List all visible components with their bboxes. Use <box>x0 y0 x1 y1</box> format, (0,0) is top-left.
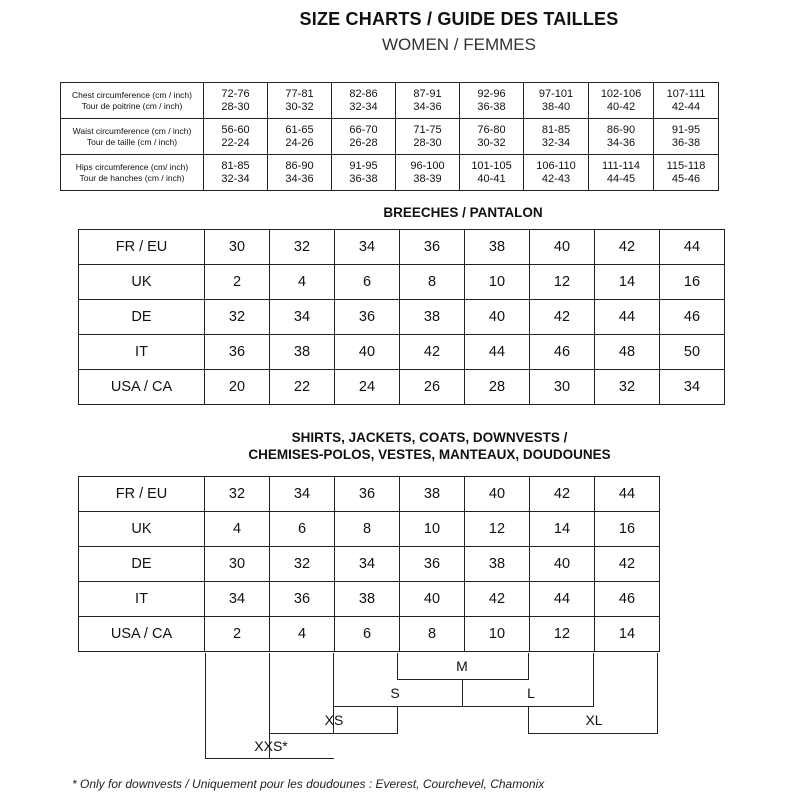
measurement-label-en: Waist circumference (cm / inch) <box>72 125 192 136</box>
size-cell: 50 <box>660 335 725 370</box>
measurement-cell <box>396 155 460 191</box>
measurement-label-fr: Tour de taille (cm / inch) <box>86 136 178 147</box>
measurement-inch: 36-38 <box>671 136 701 149</box>
size-cell: 38 <box>465 547 530 582</box>
measurement-inch: 32-34 <box>349 100 378 113</box>
size-cell: 32 <box>205 300 270 335</box>
breeches-row <box>79 335 725 370</box>
measurement-cell <box>268 119 332 155</box>
measurement-inch: 32-34 <box>221 172 250 185</box>
measurement-cm: 115-118 <box>666 159 706 172</box>
size-cell: 10 <box>465 617 530 652</box>
measurement-row <box>61 155 719 191</box>
size-cell: 14 <box>595 265 660 300</box>
size-cell: 16 <box>595 512 660 547</box>
bracket-line <box>269 653 270 733</box>
measurement-label-fr: Tour de hanches (cm / inch) <box>79 172 185 183</box>
size-cell: 32 <box>270 547 335 582</box>
measurement-inch: 40-42 <box>606 100 636 113</box>
measurement-cell <box>268 83 332 119</box>
size-cell: 44 <box>595 477 660 512</box>
measurement-cell <box>332 119 396 155</box>
shirts-row <box>79 547 660 582</box>
measurement-cell <box>524 119 589 155</box>
measurement-cm: 96-100 <box>410 159 445 172</box>
measurement-inch: 30-32 <box>477 136 506 149</box>
size-label-xxs: XXS* <box>254 738 288 754</box>
size-system-label: USA / CA <box>79 370 205 405</box>
shirts-row <box>79 477 660 512</box>
measurement-cm: 71-75 <box>413 123 442 136</box>
measurement-cm: 66-70 <box>349 123 378 136</box>
measurement-inch: 28-30 <box>221 100 250 113</box>
size-cell: 46 <box>660 300 725 335</box>
size-cell: 14 <box>530 512 595 547</box>
size-cell: 42 <box>530 477 595 512</box>
size-cell: 42 <box>465 582 530 617</box>
measurement-inch: 22-24 <box>221 136 250 149</box>
shirts-title-line1: SHIRTS, JACKETS, COATS, DOWNVESTS / <box>291 430 568 445</box>
measurement-cm: 87-91 <box>413 87 442 100</box>
size-cell: 40 <box>335 335 400 370</box>
size-cell: 6 <box>335 265 400 300</box>
size-cell: 10 <box>400 512 465 547</box>
size-cell: 42 <box>400 335 465 370</box>
size-cell: 46 <box>530 335 595 370</box>
measurement-inch: 40-41 <box>477 172 506 185</box>
size-cell: 34 <box>660 370 725 405</box>
measurement-cm: 86-90 <box>606 123 636 136</box>
size-cell: 12 <box>465 512 530 547</box>
page-subtitle: WOMEN / FEMMES <box>382 35 536 54</box>
size-cell: 38 <box>400 477 465 512</box>
size-system-label: UK <box>79 512 205 547</box>
bracket-line <box>528 706 529 733</box>
size-system-label: IT <box>79 582 205 617</box>
size-label-s: S <box>390 685 400 701</box>
size-cell: 44 <box>530 582 595 617</box>
size-cell: 40 <box>465 300 530 335</box>
measurement-cm: 72-76 <box>221 87 250 100</box>
measurement-cell <box>204 155 268 191</box>
size-cell: 34 <box>205 582 270 617</box>
size-cell: 42 <box>530 300 595 335</box>
size-cell: 32 <box>595 370 660 405</box>
size-cell: 38 <box>270 335 335 370</box>
size-cell: 8 <box>400 617 465 652</box>
size-cell: 20 <box>205 370 270 405</box>
measurement-cell <box>524 83 589 119</box>
measurement-cm: 101-105 <box>471 159 512 172</box>
measurement-inch: 44-45 <box>606 172 636 185</box>
measurement-label-en: Hips circumference (cm/ inch) <box>75 161 189 172</box>
size-cell: 34 <box>270 300 335 335</box>
measurement-label <box>61 119 204 155</box>
measurement-cm: 61-65 <box>285 123 314 136</box>
measurement-inch: 26-28 <box>349 136 378 149</box>
bracket-line <box>528 653 529 679</box>
measurement-cell <box>654 119 719 155</box>
measurement-row <box>61 83 719 119</box>
breeches-title: BREECHES / PANTALON <box>383 205 543 220</box>
measurement-cell <box>654 155 719 191</box>
measurement-cm: 97-101 <box>538 87 574 100</box>
size-system-label: DE <box>79 547 205 582</box>
bracket-line <box>593 653 594 706</box>
size-cell: 30 <box>530 370 595 405</box>
size-system-label: IT <box>79 335 205 370</box>
size-system-label: UK <box>79 265 205 300</box>
measurement-label <box>61 155 204 191</box>
bracket-line <box>205 653 206 758</box>
measurement-inch: 28-30 <box>413 136 442 149</box>
measurement-label <box>61 83 204 119</box>
bracket-line <box>269 733 398 734</box>
footnote: * Only for downvests / Uniquement pour les doudounes : Everest, Courchevel, Chamonix <box>72 777 545 791</box>
measurement-cm: 56-60 <box>221 123 250 136</box>
measurement-cm: 81-85 <box>541 123 571 136</box>
measurement-cell <box>654 83 719 119</box>
measurement-cell <box>589 155 654 191</box>
measurement-cm: 102-106 <box>600 87 642 100</box>
measurement-cm: 76-80 <box>477 123 506 136</box>
measurement-inch: 32-34 <box>541 136 571 149</box>
shirts-table <box>78 476 660 652</box>
shirts-row <box>79 582 660 617</box>
measurement-inch: 36-38 <box>349 172 378 185</box>
bracket-line <box>333 706 594 707</box>
breeches-row <box>79 300 725 335</box>
size-cell: 44 <box>465 335 530 370</box>
measurement-cell <box>460 155 524 191</box>
measurement-cell <box>332 83 396 119</box>
measurement-cell <box>396 119 460 155</box>
bracket-line <box>397 706 398 733</box>
measurement-cm: 77-81 <box>285 87 314 100</box>
size-label-xs: XS <box>324 712 344 728</box>
size-cell: 38 <box>465 230 530 265</box>
size-cell: 30 <box>205 547 270 582</box>
size-cell: 38 <box>400 300 465 335</box>
bracket-line <box>333 653 334 706</box>
shirts-row <box>79 512 660 547</box>
size-cell: 42 <box>595 230 660 265</box>
measurement-cm: 107-111 <box>666 87 706 100</box>
bracket-line <box>397 679 529 680</box>
size-system-label: DE <box>79 300 205 335</box>
size-label-m: M <box>456 658 468 674</box>
measurements-table <box>60 82 719 191</box>
measurement-cell <box>589 83 654 119</box>
size-cell: 46 <box>595 582 660 617</box>
measurement-cell <box>589 119 654 155</box>
size-cell: 10 <box>465 265 530 300</box>
measurement-inch: 38-39 <box>413 172 442 185</box>
size-cell: 4 <box>205 512 270 547</box>
measurement-inch: 34-36 <box>285 172 314 185</box>
size-cell: 40 <box>400 582 465 617</box>
size-cell: 8 <box>335 512 400 547</box>
measurement-cell <box>524 155 589 191</box>
page-title: SIZE CHARTS / GUIDE DES TAILLES <box>299 9 619 29</box>
measurement-inch: 36-38 <box>477 100 506 113</box>
size-cell: 48 <box>595 335 660 370</box>
breeches-row <box>79 370 725 405</box>
bracket-line <box>528 733 658 734</box>
size-label-l: L <box>527 685 535 701</box>
shirts-row <box>79 617 660 652</box>
breeches-row <box>79 230 725 265</box>
measurement-cm: 86-90 <box>285 159 314 172</box>
bracket-line <box>397 653 398 679</box>
size-cell: 38 <box>335 582 400 617</box>
measurement-cell <box>204 119 268 155</box>
size-cell: 14 <box>595 617 660 652</box>
measurement-inch: 42-43 <box>541 172 571 185</box>
measurement-cm: 82-86 <box>349 87 378 100</box>
size-cell: 8 <box>400 265 465 300</box>
size-cell: 12 <box>530 265 595 300</box>
size-system-label: USA / CA <box>79 617 205 652</box>
measurement-inch: 30-32 <box>285 100 314 113</box>
measurement-cm: 91-95 <box>349 159 378 172</box>
size-cell: 30 <box>205 230 270 265</box>
size-cell: 36 <box>205 335 270 370</box>
shirts-title-line2: CHEMISES-POLOS, VESTES, MANTEAUX, DOUDOUNES <box>248 447 611 462</box>
size-cell: 40 <box>465 477 530 512</box>
breeches-row <box>79 265 725 300</box>
size-cell: 2 <box>205 265 270 300</box>
measurement-cm: 92-96 <box>477 87 506 100</box>
size-cell: 26 <box>400 370 465 405</box>
measurement-inch: 38-40 <box>541 100 571 113</box>
size-cell: 28 <box>465 370 530 405</box>
size-cell: 42 <box>595 547 660 582</box>
size-cell: 36 <box>335 300 400 335</box>
bracket-line <box>657 653 658 733</box>
measurement-inch: 42-44 <box>671 100 701 113</box>
size-cell: 36 <box>400 230 465 265</box>
measurement-cm: 111-114 <box>602 159 640 172</box>
size-cell: 40 <box>530 547 595 582</box>
size-cell: 4 <box>270 265 335 300</box>
size-cell: 34 <box>335 547 400 582</box>
measurement-cell <box>460 83 524 119</box>
size-system-label: FR / EU <box>79 230 205 265</box>
measurement-cell <box>460 119 524 155</box>
size-cell: 36 <box>270 582 335 617</box>
measurement-label-en: Chest circumference (cm / inch) <box>72 89 192 100</box>
size-cell: 22 <box>270 370 335 405</box>
measurement-cell <box>268 155 332 191</box>
measurement-cm: 91-95 <box>671 123 701 136</box>
size-cell: 32 <box>270 230 335 265</box>
size-cell: 24 <box>335 370 400 405</box>
size-cell: 40 <box>530 230 595 265</box>
measurement-inch: 45-46 <box>671 172 701 185</box>
measurement-label-fr: Tour de poitrine (cm / inch) <box>81 100 183 111</box>
bracket-line <box>205 758 334 759</box>
size-cell: 6 <box>270 512 335 547</box>
size-cell: 34 <box>270 477 335 512</box>
measurement-row <box>61 119 719 155</box>
size-cell: 44 <box>595 300 660 335</box>
bracket-line <box>462 679 463 706</box>
measurement-cm: 106-110 <box>536 159 576 172</box>
measurement-cell <box>396 83 460 119</box>
size-cell: 4 <box>270 617 335 652</box>
size-cell: 32 <box>205 477 270 512</box>
size-system-label: FR / EU <box>79 477 205 512</box>
size-cell: 36 <box>335 477 400 512</box>
measurement-cm: 81-85 <box>221 159 250 172</box>
size-cell: 6 <box>335 617 400 652</box>
size-cell: 16 <box>660 265 725 300</box>
measurement-cell <box>332 155 396 191</box>
measurement-inch: 34-36 <box>413 100 442 113</box>
size-cell: 36 <box>400 547 465 582</box>
size-cell: 44 <box>660 230 725 265</box>
size-cell: 2 <box>205 617 270 652</box>
measurement-inch: 34-36 <box>606 136 636 149</box>
breeches-table <box>78 229 725 405</box>
size-cell: 34 <box>335 230 400 265</box>
size-cell: 12 <box>530 617 595 652</box>
measurement-inch: 24-26 <box>285 136 314 149</box>
size-label-xl: XL <box>585 712 603 728</box>
measurement-cell <box>204 83 268 119</box>
